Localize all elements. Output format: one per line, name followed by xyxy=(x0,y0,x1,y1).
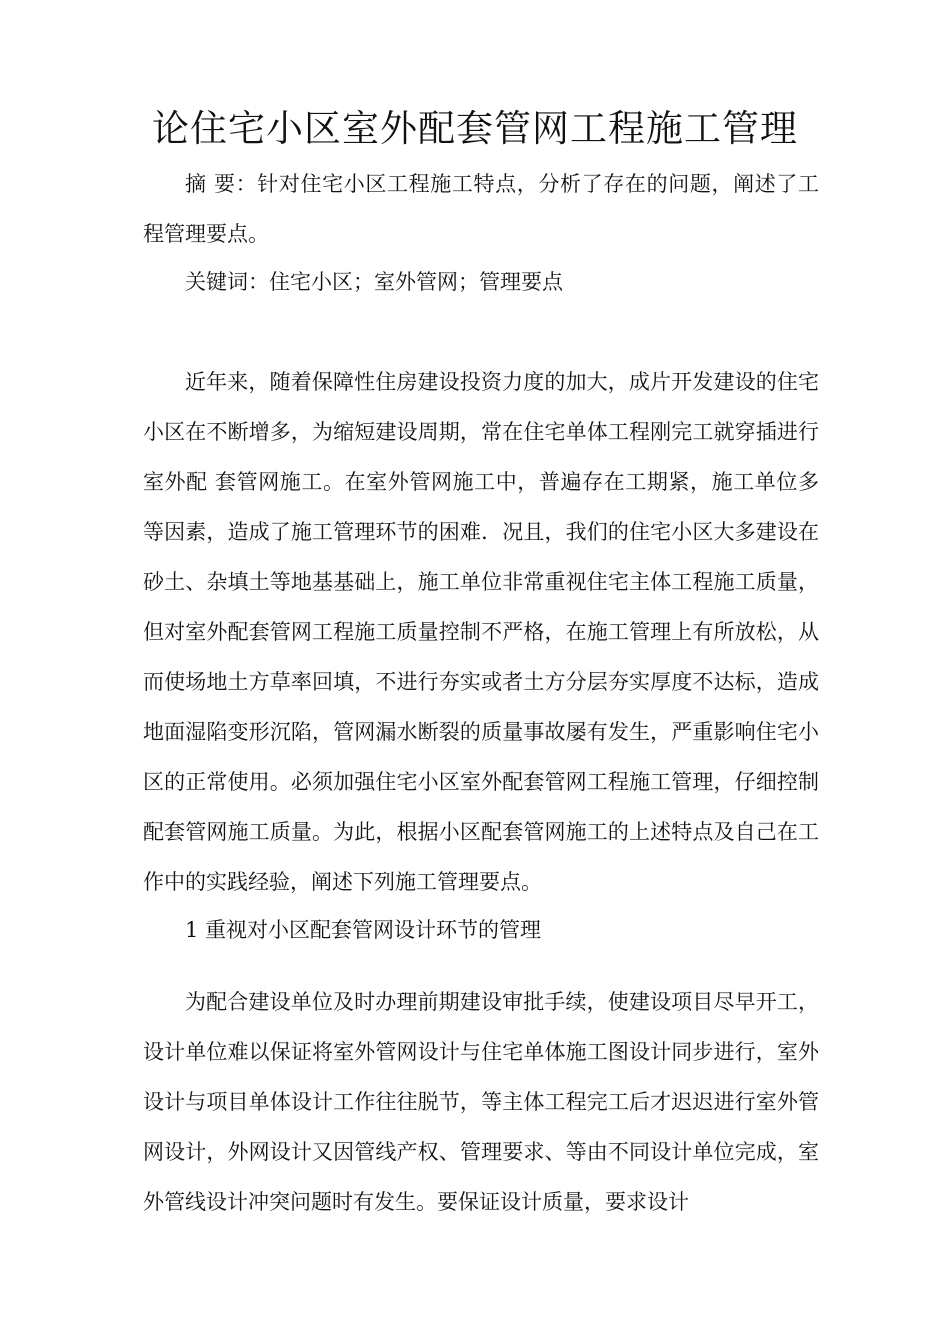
intro-paragraph: 近年来，随着保障性住房建设投资力度的加大，成片开发建设的住宅小区在不断增多，为缩短建设周期，常在住宅单体工程刚完工就穿插进行室外配 套管网施工。在室外管网施工中，普遍存在工期紧，施工单位多等因素，造成了施工管理环节的困难．况且，我们的住宅小区大多建设在砂土、杂填土等地基基础上，施工单位非常重视住宅主体工程施工质量，但对室外配套管网工程施工质量控制不严格，在施工管理上有所放松，从而使场地土方草率回填，不进行夯实或者土方分层夯实厚度不达标，造成地面湿陷变形沉陷，管网漏水断裂的质量事故屡有发生，严重影响住宅小区的正常使用。必须加强住宅小区室外配套管网工程施工管理，仔细控制配套管网施工质量。为此，根据小区配套管网施工的上述特点及自己在工作中的实践经验，阐述下列施工管理要点。 xyxy=(143,370,819,894)
keywords-line: 关键词：住宅小区；室外管网；管理要点 xyxy=(185,270,563,294)
abstract-paragraph: 摘 要：针对住宅小区工程施工特点，分析了存在的问题，阐述了工程管理要点。 xyxy=(143,172,819,246)
section-heading: 1 重视对小区配套管网设计环节的管理 xyxy=(185,918,542,942)
section-paragraph: 为配合建设单位及时办理前期建设审批手续，使建设项目尽早开工，设计单位难以保证将室外管网设计与住宅单体施工图设计同步进行，室外设计与项目单体设计工作往往脱节，等主体工程完工后才迟迟进行室外管网设计，外网设计又因管线产权、管理要求、等由不同设计单位完成，室外管线设计冲突问题时有发生。要保证设计质量，要求设计 xyxy=(143,990,819,1214)
document-title: 论住宅小区室外配套管网工程施工管理 xyxy=(152,107,798,150)
